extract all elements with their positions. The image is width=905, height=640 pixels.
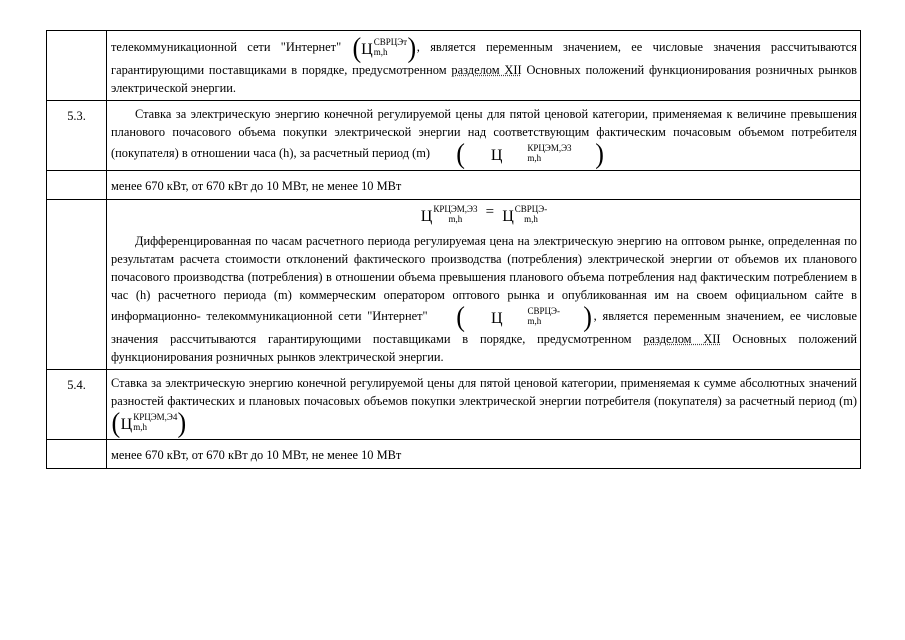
row-text-cell [107,370,861,440]
section-link[interactable]: разделом XII [451,63,522,77]
paragraph [111,374,857,439]
formula-scripts [433,204,477,224]
formula-symbol [421,204,478,226]
formula-subscript: m,h [133,422,147,432]
row-number-cell [47,31,107,101]
left-paren: ( [456,138,466,170]
right-paren: ) [583,301,592,333]
table-row [47,171,861,200]
right-paren: ) [594,138,604,170]
right-paren: ) [407,32,417,64]
row-text-cell [107,101,861,171]
formula-superscript: КРЦЭМ,Э4 [133,412,178,422]
text-fragment: телекоммуникационной сети "Интернет" [206,308,428,323]
formula-scripts [504,306,560,326]
formula-symbol [121,412,178,434]
formula-scripts [503,143,571,163]
price-formula [351,32,417,64]
row-number-cell: 5.3. [47,101,107,171]
equation [111,204,857,232]
formula-subscript: m,h [373,47,388,57]
rate-description: Ставка за электрическую энергию конечной регулируемой цены для пятой ценовой категории, применяемая к сумме абсолютных значений разностей фактических и плановых почасовых объемов покупки электрической энергии потребителя (покупателя) за расчетный период (m) [111,376,857,408]
voltage-levels: менее 670 кВт, от 670 кВт до 10 МВт, не менее 10 МВт [107,171,861,200]
formula-superscript: КРЦЭМ,Э3 [527,143,572,153]
row-number-cell: 5.4. [47,370,107,440]
formula-scripts [133,412,177,432]
section-link[interactable]: разделом XII [643,332,721,346]
table-row [47,101,861,171]
formula-subscript: m,h [524,214,538,224]
paragraph [111,32,857,97]
rate-description: Ставка за электрическую энергию конечной регулируемой цены для пятой ценовой категории, применяемая к величине превышения планового почасового объема покупки электрической энергии над соответствующим фактическим почасовым объемом потребителя (покупателя) в отношении часа (h), за расчетный период (m) [111,107,857,160]
formula-subscript: m,h [448,214,463,224]
table-row [47,200,861,370]
row-number-cell [47,200,107,370]
row-number-cell [47,440,107,469]
tariff-table [46,30,861,469]
table-row [47,31,861,101]
text-fragment: рассчитываются гарантирующими поставщиками в порядке, предусмотренном [170,332,644,346]
row-number-cell [47,171,107,200]
formula-symbol [467,306,560,328]
text-fragment: рассчитываются гарантирующими поставщиками в порядке, предусмотренном [111,39,857,77]
formula-superscript: СВРЦЭ- [514,204,548,214]
formula-superscript: КРЦЭМ,Э3 [433,204,478,214]
formula-scripts [515,204,547,224]
formula-base: Ц [490,147,503,164]
equation-left [421,204,478,226]
left-paren: ( [456,301,466,333]
text-fragment: Основных положений функционирования розничных рынков электрической энергии. [111,332,858,364]
formula-scripts [374,37,407,57]
left-paren: ( [351,32,361,64]
paragraph [111,105,857,170]
formula-base: Ц [490,310,503,327]
formula-base: Ц [420,208,433,225]
formula-superscript: СВРЦЭ- [527,306,560,316]
price-formula [111,407,187,439]
paragraph [111,232,857,366]
formula-symbol [361,37,407,59]
row-text-cell [107,200,861,370]
formula-subscript: m,h [527,316,542,326]
equals-sign: = [485,204,495,220]
formula-base: Ц [361,41,373,58]
formula-base: Ц [502,208,514,225]
formula-subscript: m,h [527,153,542,163]
price-formula [433,138,605,170]
formula-base: Ц [120,416,133,433]
formula-symbol [502,204,547,226]
price-definition: Дифференцированная по часам расчетного периода регулируемая цена на электрическую энергию на оптовом рынке, определенная по результатам расчета стоимости отклонений фактического производства (потребления) электрической энергии от объемов их планового почасового производства (потребления) в отношении объема превышения планового объема потребления над фактическим потреблением в час (h) расчетного периода (m) коммерческим оператором оптового рынка и опубликованная им на своем официальном сайте в информационно- [111,234,857,323]
text-fragment: Основных положений функционирования розничных рынков электрической энергии. [111,63,857,95]
price-formula [433,301,593,333]
table-row [47,370,861,440]
table-row [47,440,861,469]
formula-superscript: СВРЦЭт [373,37,408,47]
left-paren: ( [111,407,121,439]
text-fragment: , является переменным значением, ее числовые значения [111,308,857,346]
text-fragment: телекоммуникационной сети "Интернет" [111,39,342,54]
right-paren: ) [177,407,187,439]
row-text-cell [107,31,861,101]
voltage-levels: менее 670 кВт, от 670 кВт до 10 МВт, не менее 10 МВт [107,440,861,469]
equation-right [502,204,547,226]
formula-symbol [467,143,572,165]
text-fragment: , является переменным значением, ее числовые значения [416,39,761,54]
